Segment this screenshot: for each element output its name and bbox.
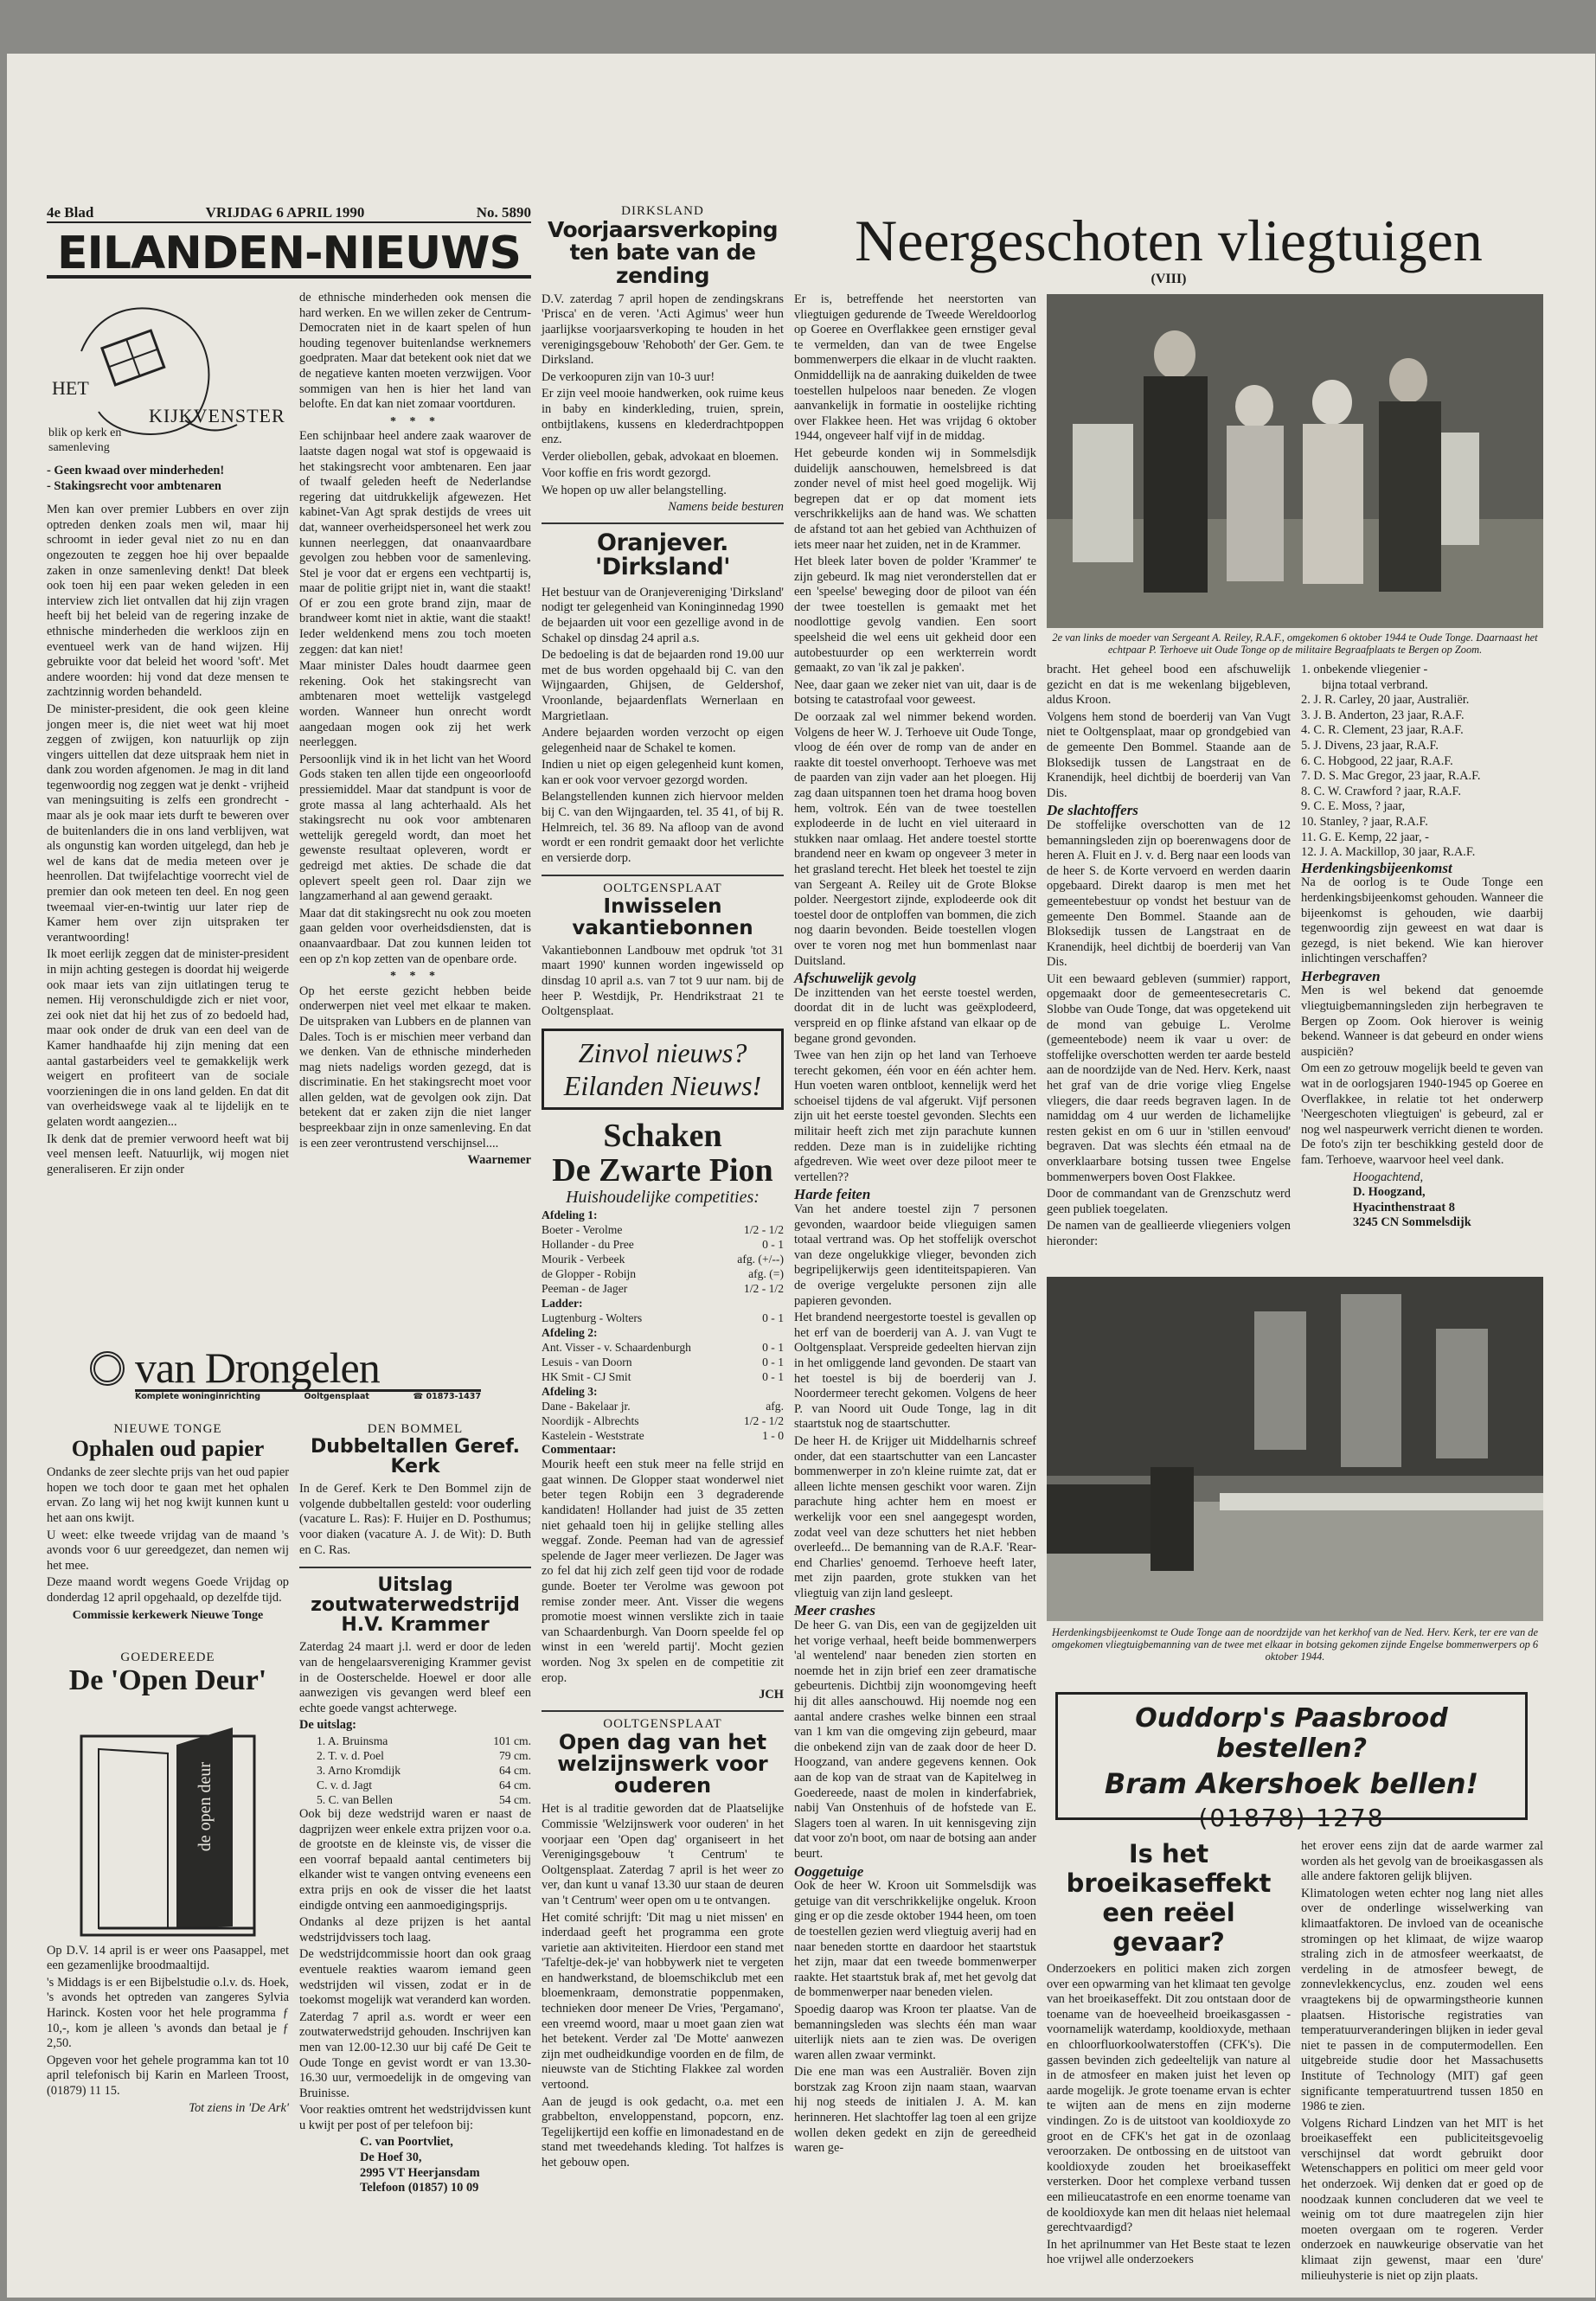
chess-result-row: Peeman - de Jager 1/2 - 1/2 [542, 1281, 784, 1295]
vakantiebonnen-title: Inwisselen vakantiebonnen [572, 895, 753, 939]
victim-entry: 12. J. A. Mackillop, 30 jaar, R.A.F. [1301, 845, 1476, 860]
vliegtuigen-title: Neergeschoten vliegtuigen [855, 208, 1483, 273]
column-broeikas-1: Is het broeikaseffekt een reëel gevaar? Onderzoekers en politici maken zich zorgen over een opwarming van het klimaat ten gevolge van het broeikaseffekt. Dit zou ontstaan door de toename van de hoeveelheid broeikasgassen - voornamelijk waterdamp, kooldioxyde, methaan en chloorfluorkoolwaterstoffen (CFK's). Die gassen bevinden zich gedeeltelijk van nature al in de atmosfeer en maken juist het leven op aarde mogelijk. Je grote toename ervan is echter te wijten aan de mens en zijn moderne vindingen. Zo is de uitstoot van kooldioxyde zo groot en de CFK's het gat in de ozonlaag veroorzaken. De ontbossing en de uitstoot van kooldioxyde zouden het broeikaseffekt versterken. Door het complexe verband tussen een milieucatastrofe en een enorme toename van de kooldioxyde kan men dit helaas niet helemaal gerechtvaardigd? In het aprilnummer van Het Beste staat te lezen hoe vrijwel alle onderzoekers [1047, 1839, 1291, 2267]
bullet-1: - Geen kwaad over minderheden! [47, 464, 225, 478]
nieuwe-tonge-title: Ophalen oud papier [71, 1436, 265, 1461]
kijkvenster-het: HET [52, 377, 89, 399]
kijkvenster-logo [47, 291, 289, 464]
chess-result-row: Ant. Visser - v. Schaardenburgh 0 - 1 [542, 1340, 784, 1354]
chess-result-row: Kastelein - Weststrate 1 - 0 [542, 1428, 784, 1442]
ad-name: van Drongelen [135, 1343, 380, 1392]
church-photo-icon [1047, 1277, 1543, 1621]
signoff: Waarnemer [467, 1153, 531, 1168]
page-header-line [47, 204, 531, 223]
victim-entry: 6. C. Hobgood, 22 jaar, R.A.F. [1301, 753, 1453, 768]
victim-entry: 8. C. W. Crawford ? jaar, R.A.F. [1301, 784, 1461, 798]
column-vliegtuigen-3: 1. onbekende vliegenier - bijna totaal verbrand. 2. J. R. Carley, 20 jaar, Australiër. 3. J. B. Anderton, 23 jaar, R.A.F. 4. C. R. Clement, 23 jaar, R.A.F. 5. J. Divens, 23 jaar, R.A.F. 6. C. Hobgood, 22 jaar, R.A.F. 7. D. S. Mac Gregor, 23 jaar, R.A.F. 8. C. W. Crawford ? jaar, R.A.F. 9. C. E. Moss, ? jaar, 10. Stanley, ? jaar, R.A.F. 11. G. E. Kemp, 22 jaar, - 12. J. A. Mackillop, 30 jaar, R.A.F. Herdenkingsbijeenkomst Na de oorlog is te Oude Tonge een herdenkingsbijeenkomst gehouden. Wanneer die bijeenkomst is gehouden, wie daarbij tegenwoordig zijn geweest en wat daar is gezegd, is niet bekend. Wie kan hierover inlichtingen verschaffen? Herbegraven Men is wel bekend dat genoemde vliegtuigbemanningsleden zijn herbegraven te Bergen op Zoom. Ook hierover is weinig bekend. Wanneer is dat gebeurd en onder wiens auspiciën? Om een zo getrouw mogelijk beeld te geven van wat in de oorlogsjaren 1940-1945 op Goeree en Overflakkee, in relatie tot het onderwerp 'Neergeschoten vliegtuigen' is gebeurd, zal er nog wel naspeurwerk verricht dienen te worden. De foto's zijn ter beschikking gesteld door de fam. Terhoeve, waarvoor heel veel dank. Hoogachtend, D. Hoogzand, Hyacinthenstraat 8 3245 CN Sommelsdijk [1301, 663, 1543, 1230]
chess-result-row: Boeter - Verolme 1/2 - 1/2 [542, 1222, 784, 1236]
result-row: C. v. d. Jagt 64 cm. [317, 1779, 531, 1791]
victim-entry: 4. C. R. Clement, 23 jaar, R.A.F. [1301, 723, 1464, 738]
oranjever-title: Oranjever. 'Dirksland' [594, 529, 731, 581]
column-middle: DIRKSLAND Voorjaarsverkoping ten bate van de zending D.V. zaterdag 7 april hopen de zendingskrans 'Prisca' en de veren. 'Acti Agimus' weer hun jaarlijkse voorjaarsverkoping te houden in het verenigingsgebouw 'Rehoboth' der Ger. Gem. te Dirksland. De verkoopuren zijn van 10-3 uur! Er zijn veel mooie handwerken, ook ruime keus in baby en kinderkleding, truien, sprein, ontbijtlakens, kussens en klederdrachtpoppen enz. Verder oliebollen, gebak, advokaat en bloemen. Voor koffie en fris wordt gezorgd. We hopen op uw aller belangstelling. Namens beide besturen Oranjever. 'Dirksland' Het bestuur van de Oranjevereniging 'Dirksland' nodigt ter gelegenheid van Koninginnedag 1990 de bejaarden uit voor een gezellige avond in de Schakel op dinsdag 24 april a.s. De bedoeling is dat de bejaarden rond 19.00 uur met de bus worden opgehaald bij C. van den Wijngaarden, Ghijsen, de Geldershof, Vroonlande, bejaardenflats Wernerlaan en Margrietlaan. Andere bejaarden worden verzocht op eigen gelegenheid naar de Schakel te komen. Indien u niet op eigen gelegenheid kunt komen, kan er ook voor vervoer gezorgd worden. Belangstellenden kunnen zich hiervoor melden bij C. van den Wijngaarden, tel. 35 41, of bij R. Helmreich, tel. 36 89. Na afloop van de avond wordt er een rondrit gemaakt door het verlichte en versierde dorp. OOLTGENSPLAAT Inwisselen vakantiebonnen Vakantiebonnen Landbouw met opdruk 'tot 31 maart 1990' kunnen worden ingewisseld op dinsdag 10 april a.s. van 7 tot 9 uur nam. bij de heer P. Westdijk, Pr. Hendrikstraat 21 te Ooltgensplaat. Zinvol nieuws? Eilanden Nieuws! Schaken De Zwarte Pion Huishoudelijke competities: Afdeling 1: Boeter - Verolme 1/2 - 1/2 Hollander - du Pree 0 - 1 Mourik - Verbeek afg. (+/--) de Glopper - Robijn afg. (=) Peeman - de Jager 1/2 - 1/2 Ladder: Lugtenburg - Wolters 0 - 1 Afdeling 2: Ant. Visser - v. Schaardenburgh 0 - 1 Lesuis - van Doorn 0 - 1 HK Smit - CJ Smit 0 - 1 Afdeling 3: Dane - Bakelaar jr. afg. Noordijk - Albrechts 1/2 - 1/2 Kastelein - Weststrate 1 - 0 Commentaar: Mourik heeft een stuk meer na felle strijd en gaat winnen. De Glopper staat wonderwel niet beter tegen Robijn een 3 degraderende kandidaten! Hollander had juist de 35 zetten niet gehaald toen hij in gelijke stelling alles weggaf. Zonde. Peeman had van de agressief spelende de Jager meer verliezen. De Jager was zo fel dat hij zich zelf geen tijd voor de rodade gunde. Boeter ter Verolme was gewoon pot remise zonder meer. Ant. Visser die wegens promotie moest winnen verslikte zich in taaie van Schaardenburgh. Van Doorn speelde fel op winst in een 'wereld partij'. Mocht gezien worden. Nog 3x spelen en de competitie zit erop. JCH OOLTGENSPLAAT Open dag van het welzijnswerk voor ouderen Het is al traditie geworden dat de Plaatselijke Commissie 'Welzijnswerk voor ouderen' in het voorjaar een 'Open dag' organiseert in het Verenigingsgebouw 't Centrum' te Ooltgensplaat. Zaterdag 7 april is het weer zo ver, dan kunt u vanaf 13.30 uur staan de deuren van 't Centrum' weer open om u te ontvangen. Het comité schrijft: 'Dit mag u niet missen' en inderdaad geeft het programma een grote varietie aan aktiviteiten. Hierdoor een stand met 'Tafeltje-dek-je' van hobbywerk niet te vergeten en handwerkstand, de bloemschikclub met een bloemenkraam, demonstratie poppenmaken, technieken door meneer De Vries, 'Pergamano', een vreemd woord, maar u moet gaan zien wat het betekent. Verder zal 'De Motte' aanwezen zijn met oudheidkundige voorden en de film, de nieuwste van de Stichting Flakkee zal worden vertoond. Aan de jeugd is ook gedacht, o.a. met een grabbelton, enveloppenstand, popcorn, enz. Tegelijkertijd een koffie en limonadestand en de stand met tweedehands kleding. Tot halfzes is het gebouw open. [542, 204, 784, 2170]
zoutwater-results [299, 1734, 531, 1807]
chess-group-label: Ladder: [542, 1296, 583, 1310]
photo-church-caption: Herdenkingsbijeenkomst te Oude Tonge aan de noordzijde van het kerkhof van de Ned. Herv. Kerk, ter ere van de omgekomen vliegtuigbemanning van de twee met elkaar in botsing gekomen zijnde Engelse bommenwerpers op 6 oktober 1944. [1051, 1626, 1539, 1663]
ad-tagline: Komplete woninginrichting Ooltgensplaat ☎ 01873-1437 [135, 1389, 481, 1401]
chess-group-label: Afdeling 2: [542, 1325, 598, 1339]
victim-entry: 2. J. R. Carley, 20 jaar, Australiër. [1301, 693, 1470, 708]
cemetery-photo-icon [1047, 294, 1543, 628]
chess-group-label: Afdeling 3: [542, 1384, 598, 1398]
newspaper-page [7, 54, 1595, 2298]
column-den-bommel: DEN BOMMEL Dubbeltallen Geref. Kerk In de Geref. Kerk te Den Bommel zijn de volgende dubbeltallen gesteld: voor ouderling (vacature L. Ras): F. Huijer en D. Posthumus; voor diaken (vacature A. J. de Wit): D. Buth en C. Ras. Uitslag zoutwaterwedstrijd H.V. Krammer Zaterdag 24 maart j.l. werd er door de leden van de hengelaarsvereniging Krammer gevist in de Oosterschelde. Hoewel er door alle aanwezigen vis gevangen werd bleef een echte goede vangst achterwege. De uitslag: 1. A. Bruinsma 101 cm. 2. T. v. d. Poel 79 cm. 3. Arno Kromdijk 64 cm. C. v. d. Jagt 64 cm. 5. C. van Bellen 54 cm. Ook bij deze wedstrijd waren er naast de dagprijzen weer enkele extra prijzen voor o.a. de grootste en de kleinste vis, de visser die een voorraf bepaald aantal centimeters bij elkander wist te vangen ontving eveneens een extra prijs en ook de visser die het laatst eindigde ontving een aanmoedigingsprijs. Ondanks al deze prijzen is het aantal wedstrijdvissers toch laag. De wedstrijdcommissie hoort dan ook graag eventuele reakties waarom iemand geen wedstrijden wil vissen, zodat er in de toekomst mogelijk wat veranderd kan worden. Zaterdag 7 april a.s. wordt er weer een zoutwaterwedstrijd gehouden. Inschrijven kan men van 12.00-12.30 uur bij café De Geit te Oude Tonge en gevist wordt er van 13.30-16.30 uur, vermoedelijk in de omgeving van Bruinisse. Voor reakties omtrent het wedstrijdvissen kunt u kwijt per post of per telefoon bij: C. van Poortvliet, De Hoef 30, 2995 VT Heerjansdam Telefoon (01857) 10 09 [299, 1422, 531, 2195]
goedereede-title: De 'Open Deur' [68, 1664, 267, 1696]
vliegtuigen-part: (VIII) [1151, 272, 1187, 286]
issue-date: VRIJDAG 6 APRIL 1990 [205, 204, 365, 221]
victim-entry: 11. G. E. Kemp, 22 jaar, - [1301, 830, 1429, 844]
zoutwater-title: Uitslag zoutwaterwedstrijd H.V. Krammer [311, 1574, 520, 1637]
victim-entry: bijna totaal verbrand. [1322, 677, 1428, 692]
chess-group-label: Afdeling 1: [542, 1208, 598, 1221]
column-vliegtuigen-2: bracht. Het geheel bood een afschuwelijk gezicht en dat is me wekenlang bijgebleven, aldus Kroon. Volgens hem stond de boerderij van Van Vugt niet te Ooltgensplaat, maar op grondgebied van de gemeente Den Bommel. Staande aan de Bloksedijk tussen de Langstraat en de Kranendijk, heel dichtbij de boerderij van Van Dis. De slachtoffers De stoffelijke overschotten van de 12 bemanningsleden zijn op boerenwagens door de heren A. Fluit en J. v. d. Berg naar een loods van de heer S. de Korte vervoerd en werden daarin opgebaard. Direkt daarop is men met het gemeentebestuur op vondst het bestuur van de gemeente Den Bommel. Staande aan de Bloksedijk tussen de Langstraat en de Kranendijk, heel dichtbij de boerderij van Van Dis. Uit een bewaard gebleven (summier) rapport, opgemaakt door de gemeentesecretaris C. Slobbe van Oude Tonge, dat was opgetekend uit de mond van gebuige L. Verolme (gemeentebode) neem ik vaar u over: de stoffelijke overschotten werden ter aarde besteld aan de noordzijde van de Ned. Herv. Kerk, naast het graf van de drie vorige vlieg Engelse vliegers, die daar reeds begraven lagen. In de namiddag om 4 uur werden de lichamelijke resten gekist en om 6 uur in 'stillen eenvoud' begraven. Dat was slechts één etmaal na de onverklaarbare botsing tussen twee Engelse bommenwerpers boven Oost Flakkee. Door de commandant van de Grenzschutz werd geen publiek toegelaten. De namen van de geallieerde vliegeniers volgen hieronder: [1047, 663, 1291, 1248]
chess-result-row: Mourik - Verbeek afg. (+/--) [542, 1252, 784, 1266]
dirksland-title: Voorjaarsverkoping ten bate van de zending [547, 217, 779, 288]
door-illustration [47, 1702, 289, 1944]
photo-cemetery-caption: 2e van links de moeder van Sergeant A. Reiley, R.A.F., omgekomen 6 oktober 1944 te Oude Tonge. Daarnaast het echtpaar P. Terhoeve uit Oude Tonge op de militaire Begraafplaats te Bergen op Zoom. [1052, 631, 1538, 656]
chess-result-row: Lesuis - van Doorn 0 - 1 [542, 1355, 784, 1368]
kijkvenster-body-2: de ethnische minderheden ook mensen die hard werken. En we willen zeker de Centrum-Democraten niet in de kaart spelen of hun houding tegenover buitenlandse werknemers goedpraten. Maar dat betekent ook niet dat we de negatieve kanten moeten verzwijgen. Voor sommigen van hen is hier het land van belofte. En dat kan niet zomaar voortduren. * * * Een schijnbaar heel andere zaak waarover de laatste dagen nogal wat stof is opgewaaid is het stakingsrecht voor ambtenaren. Een jaar of twaalf geleden heeft de Nederlandse regering dat uitdrukkelijk afgewezen. Het kabinet-Van Agt sprak destijds de vrees uit dat, wanneer overheidspersoneel het werk zou kunnen neerleggen, dat onaanvaardbare gevolgen zou hebben voor de samenleving. Stel je voor dat er ergens een vechtpartij is, maar de politie grijpt niet in, want die staakt! Of er zou een grote brand zijn, maar de brandweer komt niet in aktie, want die staakt! Ieder weldenkend mens zou toch moeten zeggen: dat kan niet! Maar minister Dales houdt daarmee geen rekening. Ook het stakingsrecht van ambtenaren moet wettelijk vastgelegd worden. Wanneer hun onrecht wordt aangedaan mogen ook zij het werk neerleggen. Persoonlijk vind ik in het licht van het Woord Gods staken ten allen tijde een ongeoorloofd pressiemiddel. Maar dat standpunt is voor de grote massa al lang achterhaald. Als het stakingsrecht nu ook voor ambtenaren wettelijk geregeld wordt, dan moet het gewenste resultaat opleveren, wordt er gedreigd met akties. De schade die dat oplevert speelt geen rol. Daar zijn we langzamerhand al aan gewend geraakt. Maar dat dit stakingsrecht nu ook zou moeten gaan gelden voor overheidsdiensten, dat is onaanvaardbaar. Dat zou kunnen leiden tot een op z'n kop zetten van de openbare orde. * * * Op het eerste gezicht hebben beide onderwerpen niet veel met elkaar te maken. De uitspraken van Lubbers en de plannen van Dales. Toch is er mischien meer verband dan we denken. Van de ethnische minderheden mag niets nadeligs worden gezegd, dat is discriminatie. En het stakingsrecht moet voor allen gelden, wat de gevolgen ook zijn. Dat betekent dat er zaken zijn die niet langer bespreekbaar zijn in onze samenleving. En dat is een zeer verontrustend verschijnsel.... Waarnemer [299, 291, 531, 1168]
chess-result-row: Lugtenburg - Wolters 0 - 1 [542, 1311, 784, 1324]
chess-result-row: Dane - Bakelaar jr. afg. [542, 1399, 784, 1413]
logo-circle-icon [90, 1351, 125, 1386]
page-content [47, 204, 1543, 2283]
kijkvenster-subtitle: blik op kerk en samenleving [48, 426, 122, 454]
result-row: 5. C. van Bellen 54 cm. [317, 1793, 531, 1806]
photo-church-ceremony [1047, 1277, 1543, 1621]
result-row: 3. Arno Kromdijk 64 cm. [317, 1764, 531, 1777]
victim-entry: 10. Stanley, ? jaar, R.A.F. [1301, 814, 1428, 829]
den-bommel-title: Dubbeltallen Geref. Kerk [310, 1436, 521, 1478]
victim-entry: 7. D. S. Mac Gregor, 23 jaar, R.A.F. [1301, 769, 1481, 784]
victim-entry: 5. J. Divens, 23 jaar, R.A.F. [1301, 738, 1439, 753]
schaken-results [542, 1208, 784, 1443]
column-kijkvenster [47, 291, 289, 1337]
article-goedereede: GOEDEREEDE De 'Open Deur' de open deur Op D.V. 14 april is er weer ons Paasappel, met een gezamenlijke broodmaaltijd. 's Middags is er een Bijbelstudie o.l.v. ds. Hoek, 's avonds het optreden van zangeres Sylvia Harinck. Kosten voor het hele programma ƒ 10,-, kom je alleen 's avonds dan betaal je ƒ 2,50. Opgeven voor het gehele programma kan tot 10 april telefonisch bij Karin en Marleen Troost, (01879) 11 15. Tot ziens in 'De Ark' [47, 1650, 289, 2115]
van-drongelen-ad [90, 1343, 488, 1405]
column-vliegtuigen-1: Er is, betreffende het neerstorten van vliegtuigen gedurende de Tweede Wereldoorlog op Goeree en Overflakkee geen ernstiger geval te vermelden, dan van de twee Engelse bommenwerpers die elkaar in de vlucht raakten. Onmiddellijk na de aanraking duikelden de twee toestellen hulpeloos naar beneden. Ze vlogen aanvankelijk in formatie in oostelijke richting over Flakkee heen. Het was vrijdag 6 oktober 1944, ongeveer half vijf in de middag. Het gebeurde konden wij in Sommelsdijk duidelijk aanschouwen, hemelsbreed is dat zonder nevel of mist heel goed mogelijk. Wij begrepen dat er op dat moment iets verschrikkelijks aan de hand was. We schatten de afstand tot aan het gebied van Achthuizen of iets meer naar het zuiden, net in de Krammer. Het bleek later boven de polder 'Krammer' te zijn gebeurd. Ik mag niet veronderstellen dat er een 'speelse' beweging door de piloot van één der twee toestellen is gemaakt met het noodlottige gevolg vandien. Een soort speelsheid die wel eens uit gekheid door een autobestuurder op een werkterrein wordt gemaakt, zo van 'ik zal je pakken'. Nee, daar gaan we zeker niet van uit, daar is de botsing te catastrofaal voor geweest. De oorzaak zal wel nimmer bekend worden. Volgens de heer W. J. Terhoeve uit Oude Tonge, vloog de één over de romp van de ander en raakte dit toestel onverhoopt. Terhoeve was met de paarden van zijn vader aan het ploegen. Hij zag daan uitspannen toen het drama hoog boven hem, voltrok. Eén van de twee toestellen explodeerde in de lucht en viel uiteraard in stukken naar omlaag. Het andere toestel stortte brandend neer en kwam op ongeveer 3 meter in het grasland terecht. Het bleek het toestel te zijn van Sergeant A. Reiley uit de Grote Blokse polder. Neergestort zijnde, explodeerde ook dit toestel door de ontploffen van bommen, die zich nog daarin bevonden. Beide toestellen vlogen over te voren nog met hun bommenlast naar Duitsland. Afschuwelijk gevolg De inzittenden van het eerste toestel werden, doordat dit in de lucht was geëxplodeerd, verspreid en op flinke afstand van elkaar op de begane grond gevonden. Twee van hen zijn op het land van Terhoeve terecht gekomen, één voor en één achter hem. Hun voeten waren ontbloot, kennelijk werd het schoeisel tijdens de val afgerukt. Vijf personen zijn uit het eerste toestel gevonden. Slechts een militair heeft zich met zijn parachute kunnen redden. Deze man is in zuidelijke richting afgedreven. Wie weet over deze piloot meer te vertellen?? Harde feiten Van het andere toestel zijn 7 personen gevonden, waardoor beide vlieguigen samen totaal vertrand was. Op het stoffelijk overschot van deze ongelukkige vlieger, bevonden zich begripelijkerwijs geen identiteitspapieren. Van de overige vergelukte personen zijn alle papieren gevonden. Het brandend neergestorte toestel is gevallen op het erf van de boerderij van A. J. van Vugt te Ooltgensplaat. Verspreide gedeelten hiervan zijn in het omliggende land gevonden. De staart van het toestel is bij de boerderij van J. Noordermeer terecht gekomen. Volgens de heer P. van Noord uit Oude Tonge, lag in dit staartstuk nog de staartschutter. De heer H. de Krijger uit Middelharnis schreef onder, dat een staartschutter van een Lancaster bommenwerper in zo'n kleine ruimte zat, dat er alleen lichte mensen geschikt voor waren. Zijn parachute hing achter hem en moest er werkelijk voor een snel aangegespt worden, zodat veel van deze schutters het niet hebben overleefd... De bemanning van de R.A.F. 'Rear-end Charlies' genoemd. Terhoeve heeft later, met zijn paarden, grote stukken van het vliegtuig van zijn land gesleept. Meer crashes De heer G. van Dis, een van de gegijzelden uit het vorige verhaal, heeft beide bommenwerpers 'al wentelend' naar beneden zien storten en noemde het in zijn brief een zeer dramatische gebeurtenis. Dichtbij zijn woonomgeving heeft hij dit alles aanschouwd. Hij noemde nog een aantal andere crashes welke binnen een straal van 1 km van die omgeving zijn gebeurd, maar die onbekend zijn van de zaak door de heer D. Hoogzand, van andere gegevens kennen. Ook aan de kop van de straat van de Kapitelweg in Goedereede, naast de molen in kinderfabriek, nabij Van Onstenhuis of de hofstede van E. Slagers toen al waren. In uit kennisgeving zijn dat voor zo'n boot, om naar de botsing aan ander beurt. Ooggetuige Ook de heer W. Kroon uit Sommelsdijk was getuige van dit verschrikkelijke ongeluk. Kroon ging er op die zesde oktober 1944 heen, om toen de toestellen gezien werd vliegtuig averij had en naar beneden stortte en daardoor het staartstuk het zijn, maar dat een tweede bommenwerper raakte. Het staartstuk brak af, met het gevolg dat de bommenwerper naar beneden vielen. Spoedig daarop was Kroon ter plaatse. Van de bemanningsleden was slechts één man waar uiterlijk niets aan te zien was. De overigen waren allen zwaar verminkt. Die ene man was een Australiër. Boven zijn borstzak zag Kroon zijn naam staan, waarvan hij nog steeds de initialen J. A. M. kan herinneren. Het slachtoffer lag toen al een grijze wollen deken gedekt en zijn de gereedheid waren ge- [794, 292, 1036, 2156]
chess-result-row: de Glopper - Robijn afg. (=) [542, 1266, 784, 1280]
door-text: de open deur [195, 1761, 215, 1851]
kijkvenster-bullets [47, 464, 289, 494]
open-door-icon [47, 1702, 289, 1944]
article-signature: Hoogachtend, D. Hoogzand, Hyacinthenstraat 8 3245 CN Sommelsdijk [1353, 1170, 1471, 1230]
chess-result-row: Noordijk - Albrechts 1/2 - 1/2 [542, 1413, 784, 1427]
result-row: 1. A. Bruinsma 101 cm. [317, 1734, 531, 1747]
paasbrood-ad: Ouddorp's Paasbrood bestellen? Bram Akershoek bellen! (01878) 1278 [1055, 1692, 1528, 1820]
victim-entry: 1. onbekende vliegenier - [1301, 663, 1428, 676]
chess-result-row: HK Smit - CJ Smit 0 - 1 [542, 1369, 784, 1383]
kijkvenster-body: Men kan over premier Lubbers en over zijn optreden denken zoals men wil, maar hij schroomt in ieder geval niet zo nu en dan ongezouten te zeggen hoe hij over bepaalde zaken in onze samenleving denkt! Dat bleek ook toen hij een paar weken geleden in een interview zich liet ontvallen dat hij zijn vragen heeft bij het beleid van de regering inzake de ethnische minderheden die werkloos zijn en eventueel werk van de hand wijzen. Hij gebruikte voor dat beleid het woord 'soft'. Met andere woorden: hij vond dat deze mensen te zachtzinnig worden behandeld. De minister-president, die ook geen kleine jongen meer is, die niet weet wat hij moet zeggen of zwijgen, kon natuurlijk op zijn vingers uittellen dat deze uitspraak hem niet in dank zou worden afgenomen. Je mag in dit land tegenwoordig nog zeggen wat je denkt - vrijheid van meningsuiting is zelfs een grondrecht - maar als je ook maar iets durft te beweren over de buitenlanders die in ons land verblijven, wat als ongunstig kan worden uitgelegd, dan heb je wel de kans dat de media meteen over je heenrollen. Dat twijfelachtige voorrecht viel de premier dan ook meteen ten deel. En nog geen tweemaal vier-en-twintig uur later riep de Kamer hem over zijn uitspraken ter verantwoording! Ik moet eerlijk zeggen dat de minister-president in mijn achting gestegen is doordat hij weigerde ook maar iets van zijn uitlatingen terug te nemen. Hij veronschuldigde zich er niet voor, zei ook niet dat hij het zus of zo bedoeld had, maar ook onder de druk van een deel van de Kamer handhaafde hij zijn mening dat een aantal gastarbeiders veel te gemakkelijk werk weigert en profiteert van de sociale voorzieningen die in ons land gelden. En dat dit van overheidswege vaak al te lijdelijk en te gelaten wordt aangezien... Ik denk dat de premier verwoord heeft wat bij veel mensen leeft. Natuurlijk, wij mogen niet generaliseren. Er zijn onder [47, 503, 289, 1176]
kijkvenster-title: KIJKVENSTER [149, 405, 285, 426]
page-number: 4e Blad [47, 204, 94, 221]
open-dag-title: Open dag van het welzijnswerk voor ouderen [557, 1729, 768, 1798]
article-nieuwe-tonge: NIEUWE TONGE Ophalen oud papier Ondanks de zeer slechte prijs van het oud papier hopen we toch door te gaan met het ophalen ervan. Zo lang wij het nog kwijt kunnen kunt u het aan ons kwijt. U weet: elke tweede vrijdag van de maand 's avonds voor 6 uur gereedgezet, dan nemen wij het mee. Deze maand wordt wegens Goede Vrijdag op donderdag 12 april opgehaald, op dezelfde tijd. Commissie kerkewerk Nieuwe Tonge [47, 1422, 289, 1622]
victim-entry: 3. J. B. Anderton, 23 jaar, R.A.F. [1301, 708, 1465, 722]
chess-result-row: Hollander - du Pree 0 - 1 [542, 1237, 784, 1251]
broeikas-title: Is het broeikaseffekt een reëel gevaar? [1066, 1839, 1272, 1957]
victim-entry: 9. C. E. Moss, ? jaar, [1301, 799, 1406, 814]
masthead: EILANDEN-NIEUWS [47, 228, 531, 279]
schaken-title: Schaken De Zwarte Pion [552, 1117, 773, 1189]
issue-number: No. 5890 [476, 204, 531, 221]
zoutwater-contact: C. van Poortvliet, De Hoef 30, 2995 VT Heerjansdam Telefoon (01857) 10 09 [360, 2135, 480, 2195]
column-broeikas-2: het erover eens zijn dat de aarde warmer zal worden als het gevolg van de broeikasgassen als alle andere faktoren gelijk blijven. Klimatologen weten echter nog lang niet alles over de onderlinge wisselwerking van klimaatfaktoren. De invloed van de oceanische stromingen op het klimaat, de wijze waarop straling zich in de atmosfeer weerkaatst, de verdeling in de atmosfeer bewegt, de zonnevlekkencyclus, enz. zouden wel eens vraagtekens bij de opwarmingstheorie kunnen plaatsen. Historische registraties van temperatuurveranderingen blijken in ieder geval niet te passen in de computermodellen. Een uitgebreide studie door het Massachusetts Institute of Technology (MIT) gaf geen significante temperatuurtrend tussen 1850 en 1986 te zien. Volgens Richard Lindzen van het MIT is het broeikaseffekt een publiciteitsgevoelig verschijnsel dat wordt gebruikt door Wetenschappers en politici om meer geld voor het onderzoek. Wij denken dat er goed op de noodzaak kunnen concluderen dat we veel te weinig om tot dure maatregelen zijn hier moeten overgaan om te rogeren. Verder onderzoek en nauwkeurige observatie van het klimaat zijn gewenst, maar een 'dure' milieuhysterie is niet op zijn plaats. [1301, 1839, 1543, 2283]
zinvol-box: Zinvol nieuws? Eilanden Nieuws! [542, 1029, 784, 1110]
column-kijkvenster-continued [299, 291, 531, 1337]
photo-cemetery [1047, 294, 1543, 628]
bullet-2: - Stakingsrecht voor ambtenaren [47, 478, 221, 493]
victim-list [1301, 663, 1543, 861]
result-row: 2. T. v. d. Poel 79 cm. [317, 1749, 531, 1762]
